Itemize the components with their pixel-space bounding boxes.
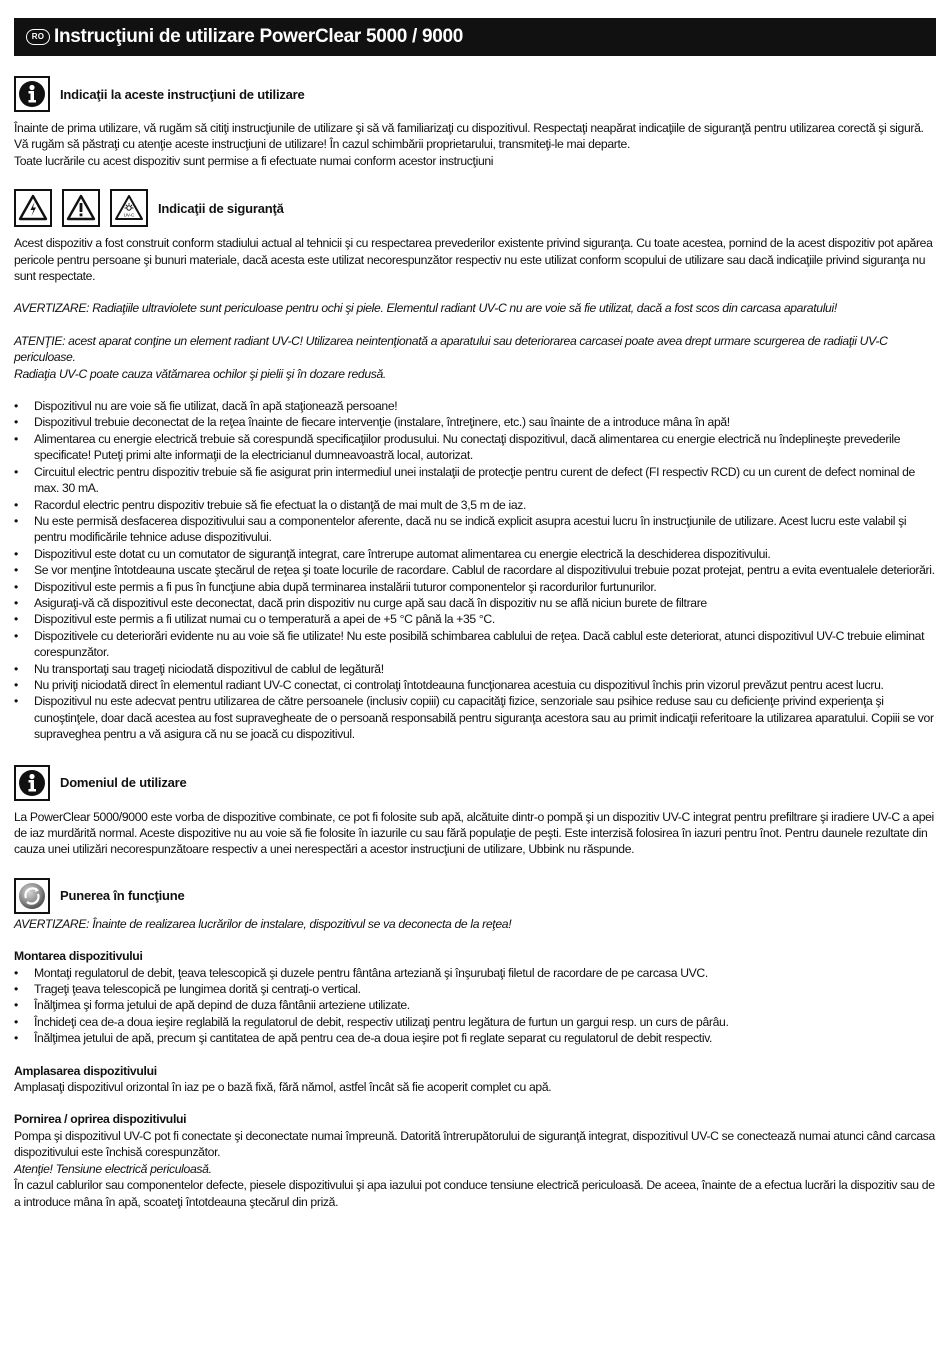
section-usage-title: Domeniul de utilizare (60, 775, 187, 791)
mount-bullet-list (14, 965, 936, 1047)
list-item: • Dispozitivul trebuie deconectat de la reţea înainte de fiecare intervenţie (instalare, întreţinere, etc.) sau înainte de a introduce mâna în apă! (14, 414, 936, 430)
list-item: • Dispozitivul este permis a fi pus în funcţiune abia după terminarea instalării tuturor componentelor şi racordurilor furtunurilor. (14, 579, 936, 595)
safety-warning: AVERTIZARE: Radiaţiile ultraviolete sunt periculoase pentru ochi şi piele. Elementul radiant UV-C nu are voie să fie utilizat, dacă a fost scos din carcasa aparatului! (14, 301, 837, 316)
general-warning-icon (62, 189, 100, 227)
info-icon (14, 765, 50, 801)
mount-subtitle: Montarea dispozitivului (14, 949, 143, 964)
page-title: Instrucţiuni de utilizare PowerClear 5000 / 9000 (54, 26, 464, 47)
uvc-label: UV-C (123, 212, 135, 218)
list-item: • Racordul electric pentru dispozitiv trebuie să fie efectuat la o distanţă de mai mult de 3,5 m de iaz. (14, 497, 936, 513)
language-badge: RO (26, 29, 50, 45)
section-startup-title: Punerea în funcţiune (60, 888, 185, 904)
uvc-warning-icon (110, 189, 148, 227)
list-item: • Trageţi ţeava telescopică pe lungimea dorită şi centraţi-o vertical. (14, 981, 936, 997)
list-item: • Dispozitivul este permis a fi utilizat numai cu o temperatură a apei de +5 °C până la +35 °C. (14, 611, 936, 627)
list-item: • Dispozitivul nu are voie să fie utilizat, dacă în apă staţionează persoane! (14, 398, 936, 414)
onoff-paragraph-2: În cazul cablurilor sau componentelor defecte, piesele dispozitivului şi apa iazului pot conduce tensiune electrică periculoasă. De aceea, înainte de a efectua lucrări la dispozitiv sau de a introduce mâna în apă, scoateţi întotdeauna ştecărul din priză. (14, 1178, 935, 1209)
usage-paragraph: La PowerClear 5000/9000 este vorba de dispozitive combinate, ce pot fi folosite sub apă, alcătuite dintr-o pompă şi un dispozitiv UV-C integrat pentru prefiltrare şi iradiere UV-C a apei de iaz murdărită normal. Aceste dispozitive nu au voie să fie folosite în iazurile cu sau fără populaţie de peşti. Este interzisă folosirea în iazuri pentru înot. Pentru daunele rezultate din cauza unei utilizări necorespunzătoare respectiv a unei nerespectări a acestor instrucţiuni de utilizare, Ubbink nu răspunde. (14, 809, 934, 857)
list-item: • Înălţimea şi forma jetului de apă depind de duza fântânii arteziene utilizate. (14, 997, 936, 1013)
document-page (14, 18, 936, 1210)
list-item: • Dispozitivul este dotat cu un comutator de siguranţă integrat, care întrerupe automat alimentarea cu energie electrică la deschiderea dispozitivului. (14, 546, 936, 562)
list-item: • Se vor menţine întotdeauna uscate ştecărul de reţea şi toate locurile de racordare. Cablul de racordare al dispozitivului trebuie pozat protejat, pentru a evita eventualele deteriorări. (14, 562, 936, 578)
onoff-paragraph: Pompa şi dispozitivul UV-C pot fi conectate şi deconectate numai împreună. Datorită întrerupătorului de siguranţă integrat, dispozitivul UV-C se conectează numai atunci când carcasa dispozitivului este închisă corespunzător. (14, 1128, 935, 1160)
list-item: • Nu priviţi niciodată direct în elementul radiant UV-C conectat, ci controlaţi întotdeauna funcţionarea acestuia cu dispozitivul închis prin vizorul prevăzut pentru acest lucru. (14, 677, 936, 693)
list-item: • Asiguraţi-vă că dispozitivul este deconectat, dacă prin dispozitiv nu curge apă sau dacă în dispozitiv nu se află niciun burete de filtrare (14, 595, 936, 611)
list-item: • Nu este permisă desfacerea dispozitivului sau a componentelor aferente, dacă nu se indică explicit asupra acestui lucru în instrucţiunile de utilizare. Acest lucru este valabil şi pentru modificările tehnice aduse dispozitivului. (14, 513, 936, 546)
safety-attention-1: ATENŢIE: acest aparat conţine un element radiant UV-C! Utilizarea neintenţionată a aparatului sau deteriorarea carcasei poate avea drept urmare scurgerea de radiaţii UV-C periculoase. (14, 333, 888, 365)
list-item: • Circuitul electric pentru dispozitiv trebuie să fie asigurat prin intermediul unei instalaţii de protecţie pentru curent de defect (FI respectiv RCD) cu un curent de defect nominal de max. 30 mA. (14, 464, 936, 497)
section-safety-title: Indicaţii de siguranţă (158, 200, 284, 216)
list-item: • Nu transportaţi sau trageţi niciodată dispozitivul de cablul de legătură! (14, 661, 936, 677)
operation-icon (14, 878, 50, 914)
notes-paragraph-2: Toate lucrările cu acest dispozitiv sunt permise a fi efectuate numai conform acestor instrucţiuni (14, 153, 494, 168)
safety-attention-2: Radiaţia UV-C poate cauza vătămarea ochilor şi pielii şi în dozare redusă. (14, 366, 386, 381)
startup-warning: AVERTIZARE: Înainte de realizarea lucrărilor de instalare, dispozitivul se va deconecta de la reţea! (14, 916, 512, 931)
list-item: • Dispozitivele cu deteriorări evidente nu au voie să fie utilizate! Nu este posibilă schimbarea cablului de reţea. Dacă cablul este deteriorat, atunci dispozitivul UV-C trebuie eliminat corespunzător. (14, 628, 936, 661)
notes-paragraph-1: Înainte de prima utilizare, vă rugăm să citiţi instrucţiunile de utilizare şi să vă familiarizaţi cu dispozitivul. Respectaţi neapărat indicaţiile de siguranţă pentru utilizarea corectă şi sigură. Vă rugăm să păstraţi cu atenţie aceste instrucţiuni de utilizare! În cazul schimbării proprietarului, transmiteţi-le mai departe. (14, 121, 924, 152)
list-item: • Dispozitivul nu este adecvat pentru utilizarea de către persoanele (inclusiv copiii) cu capacităţi fizice, senzoriale sau psihice reduse sau cu deficienţe privind experienţa şi cunoştinţele, doar dacă acestea au fost supravegheate de o persoană responsabilă pentru siguranţa acestora sau au primit indicaţii referitoare la utilizarea aparatului. Copiii se vor supraveghea pentru a vă asigura că nu se joacă cu dispozitivul. (14, 693, 936, 742)
electric-warning-icon (14, 189, 52, 227)
title-bar (14, 18, 936, 56)
info-icon (14, 76, 50, 112)
section-startup-header (14, 878, 936, 914)
safety-paragraph-1: Acest dispozitiv a fost construit conform stadiului actual al tehnicii şi cu respectarea prevederilor existente privind siguranţa. Cu toate acestea, pornind de la acest dispozitiv pot apărea pericole pentru persoane şi bunuri materiale, dacă acesta este utilizat necorespunzător respectiv nu este utilizat conform scopului de utilizare sau dacă indicaţiile privind siguranţa nu sunt respectate. (14, 236, 933, 284)
section-usage-header (14, 765, 936, 801)
section-notes-header (14, 76, 936, 112)
section-safety-header (14, 189, 936, 227)
onoff-attention: Atenţie! Tensiune electrică periculoasă. (14, 1161, 212, 1176)
section-notes-title: Indicaţii la aceste instrucţiuni de utilizare (60, 86, 305, 102)
list-item: • Înălţimea jetului de apă, precum şi cantitatea de apă pentru cea de-a doua ieşire pot fi reglate separat cu regulatorul de debit respectiv. (14, 1030, 936, 1046)
place-subtitle: Amplasarea dispozitivului (14, 1063, 157, 1078)
onoff-subtitle: Pornirea / oprirea dispozitivului (14, 1112, 187, 1127)
list-item: • Închideţi cea de-a doua ieşire reglabilă la regulatorul de debit, respectiv utilizaţi pentru legătura de furtun un gargui resp. un curs de pârâu. (14, 1014, 936, 1030)
place-paragraph: Amplasaţi dispozitivul orizontal în iaz pe o bază fixă, fără nămol, astfel încât să fie acoperit complet cu apă. (14, 1080, 552, 1095)
safety-bullet-list (14, 398, 936, 743)
list-item: • Alimentarea cu energie electrică trebuie să corespundă specificaţiilor produsului. Nu conectaţi dispozitivul, dacă alimentarea cu energie electrică nu îndeplineşte prevederile specificate! Puteţi primi alte informaţii de la electricianul dumneavoastră local, autorizat. (14, 431, 936, 464)
list-item: • Montaţi regulatorul de debit, ţeava telescopică şi duzele pentru fântâna arteziană şi înşurubaţi filetul de racordare de pe carcasa UVC. (14, 965, 936, 981)
